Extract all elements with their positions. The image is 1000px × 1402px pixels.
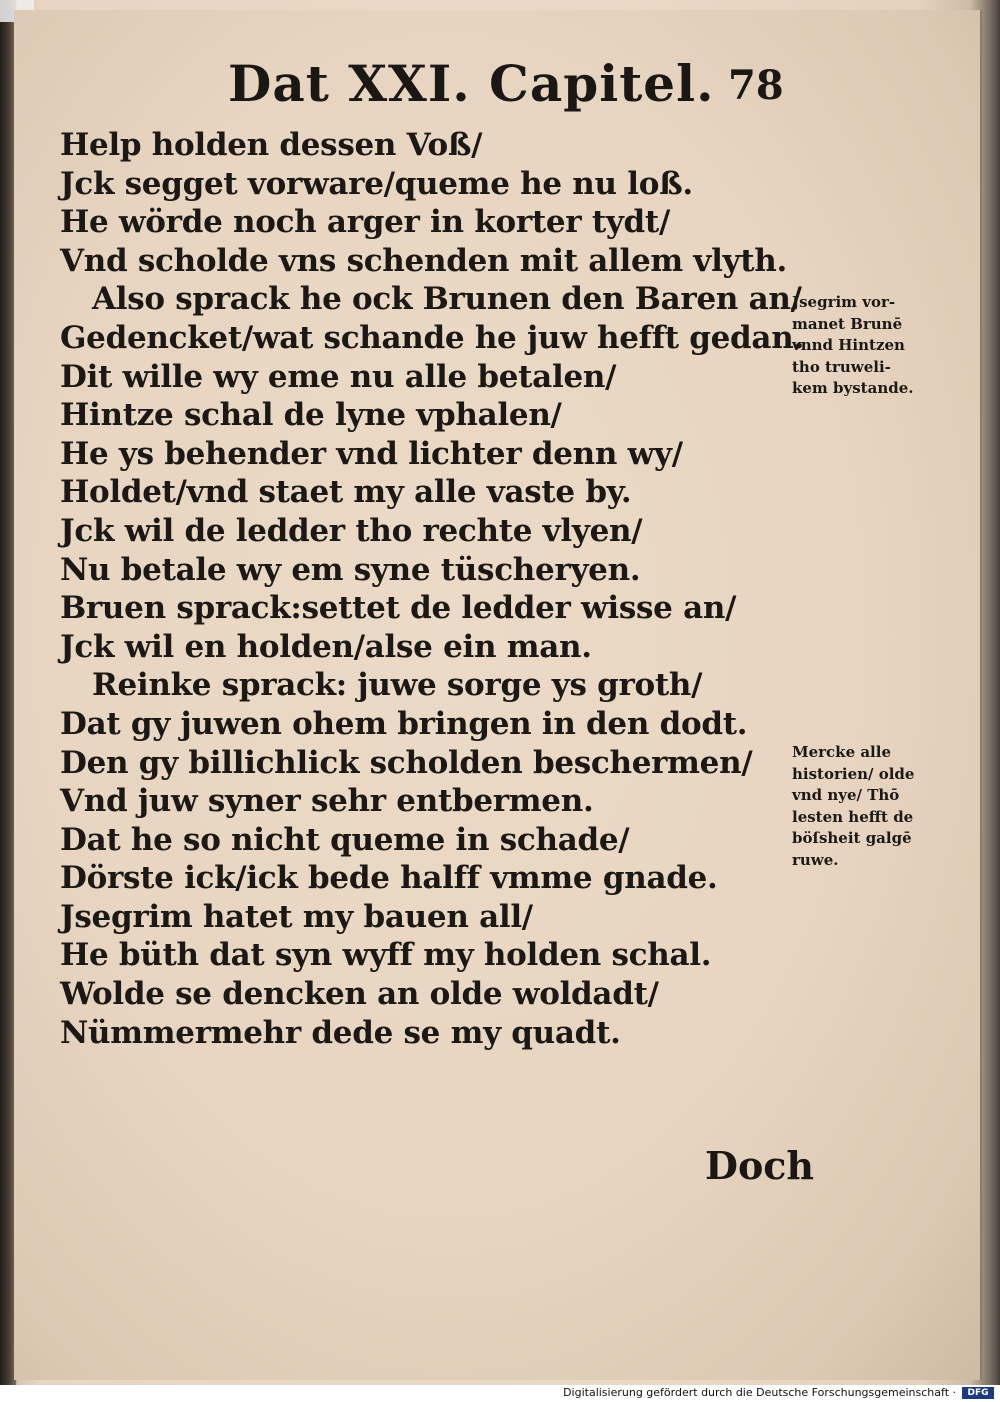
verse-line: Vnd scholde vns schenden mit allem vlyth. [60,242,788,279]
verse-line: Vnd juw syner sehr entbermen. [60,783,594,820]
verse-line: Jsegrim hatet my bauen all/ [60,898,533,935]
margin-note-line: historien/ olde [792,764,915,783]
margin-note-line: vnnd Hintzen [792,336,905,354]
verse-line: He wörde noch arger in korter tydt/ [60,204,670,241]
verse-line: Hintze schal de lyne vphalen/ [60,397,562,434]
verse-line: Dat he so nicht queme in schade/ [60,821,630,858]
margin-note-line: tho truweli- [792,357,891,376]
margin-note [792,292,914,400]
verse-line: Holdet/vnd staet my alle vaste by. [60,474,632,511]
verse-line: Also sprack he ock Brunen den Baren an/ [92,281,802,318]
verse-line: Reinke sprack: juwe sorge ys groth/ [92,667,703,704]
verse-line: He ys behender vnd lichter denn wy/ [60,435,683,472]
page-number: 78 [728,62,784,109]
verse-line: Dörste ick/ick bede halff vmme gnade. [60,860,718,897]
margin-note-line: Mercke alle [792,743,892,761]
verse-line: Gedencket/wat schande he juw hefft gedan. [60,319,804,356]
chapter-title: Dat XXI. Capitel. [228,54,715,113]
margin-note-line: vnd nye/ Thō [792,786,900,804]
verse-line: Dat gy juwen ohem bringen in den dodt. [60,705,748,742]
verse-line: Jck segget vorware/queme he nu loß. [60,165,693,202]
verse-line: Nu betale wy em syne tüscheryen. [60,551,641,588]
verse-line: He büth dat syn wyff my holden schal. [60,937,712,974]
dfg-logo: DFG [962,1387,994,1399]
digitization-footer [0,1385,1000,1402]
footer-credit: Digitalisierung gefördert durch die Deutsche Forschungsgemeinschaft · [563,1386,956,1399]
margin-note-line: ruwe. [792,850,839,869]
margin-note-line: kem bystande. [792,379,914,397]
verse-line: Bruen sprack:settet de ledder wisse an/ [60,590,737,627]
verse-block [60,126,804,1052]
verse-line: Den gy billichlick scholden beschermen/ [60,744,753,781]
verse-line: Wolde se dencken an olde woldadt/ [60,976,659,1013]
verse-line: Dit wille wy eme nu alle betalen/ [60,358,617,395]
margin-note-line: Jsegrim vor- [792,293,896,311]
verse-line: Jck wil en holden/alse ein man. [60,628,592,665]
catchword: Doch [705,1143,815,1188]
margin-note-line: böſsheit galgē [792,829,912,847]
margin-note-line: manet Brunē [792,314,903,333]
verse-line: Help holden dessen Voß/ [60,127,483,163]
verse-line: Nümmermehr dede se my quadt. [60,1014,621,1051]
verse-line: Jck wil de ledder tho rechte vlyen/ [60,512,643,549]
margin-note-line: lesten hefft de [792,807,914,826]
margin-note [792,742,914,871]
